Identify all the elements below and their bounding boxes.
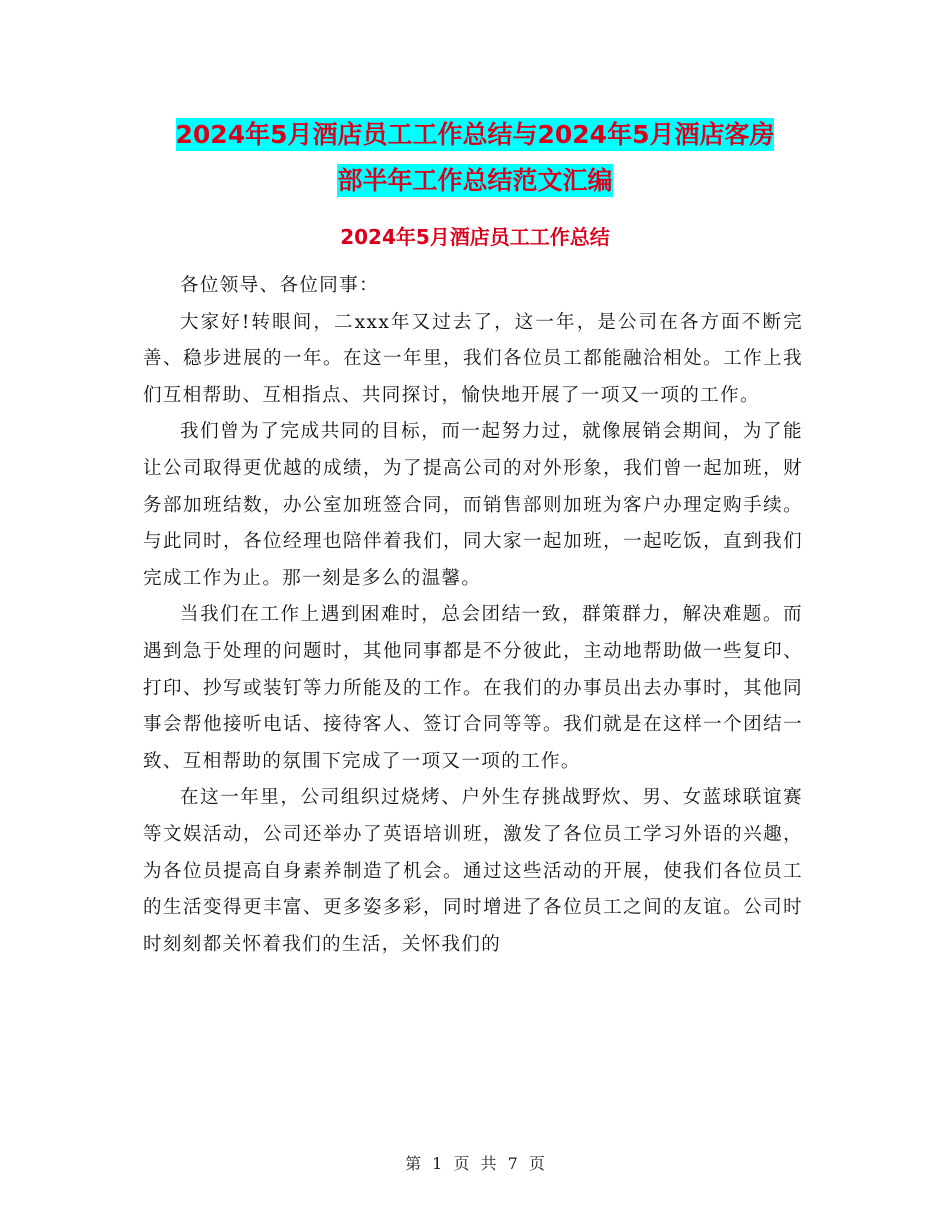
paragraph: 在这一年里，公司组织过烧烤、户外生存挑战野炊、男、女蓝球联谊赛等文娱活动，公司还举办了英语培训班，激发了各位员工学习外语的兴趣，为各位员提高自身素养制造了机会。通过这些活动的开展，使我们各位员工的生活变得更丰富、更多姿多彩，同时增进了各位员工之间的友谊。公司时时刻刻都关怀着我们的生活，关怀我们的 — [143, 787, 803, 955]
document-body — [143, 268, 803, 963]
document-title — [0, 112, 950, 204]
page-footer-page-number: 第 1 页 共 7 页 — [405, 1154, 545, 1173]
paragraph: 我们曾为了完成共同的目标，而一起努力过，就像展销会期间，为了能让公司取得更优越的成绩，为了提高公司的对外形象，我们曾一起加班，财务部加班结数，办公室加班签合同，而销售部则加班为客户办理定购手续。与此同时，各位经理也陪伴着我们，同大家一起加班，一起吃饭，直到我们完成工作为止。那一刻是多么的温馨。 — [143, 421, 803, 589]
document-title-line-1: 2024年5月酒店员工工作总结与2024年5月酒店客房 — [175, 120, 775, 149]
paragraph: 大家好!转眼间，二xxx年又过去了，这一年，是公司在各方面不断完善、稳步进展的一年。在这一年里，我们各位员工都能融洽相处。工作上我们互相帮助、互相指点、共同探讨，愉快地开展了一项又一项的工作。 — [143, 311, 803, 406]
section-title: 2024年5月酒店员工工作总结 — [340, 225, 610, 249]
document-title-line-2: 部半年工作总结范文汇编 — [337, 166, 613, 195]
paragraph-greeting: 各位领导、各位同事： — [180, 275, 380, 296]
paragraph: 当我们在工作上遇到困难时，总会团结一致，群策群力，解决难题。而遇到急于处理的问题时，其他同事都是不分彼此，主动地帮助做一些复印、打印、抄写或装钉等力所能及的工作。在我们的办事员出去办事时，其他同事会帮他接听电话、接待客人、签订合同等等。我们就是在这样一个团结一致、互相帮助的氛围下完成了一项又一项的工作。 — [143, 604, 803, 772]
